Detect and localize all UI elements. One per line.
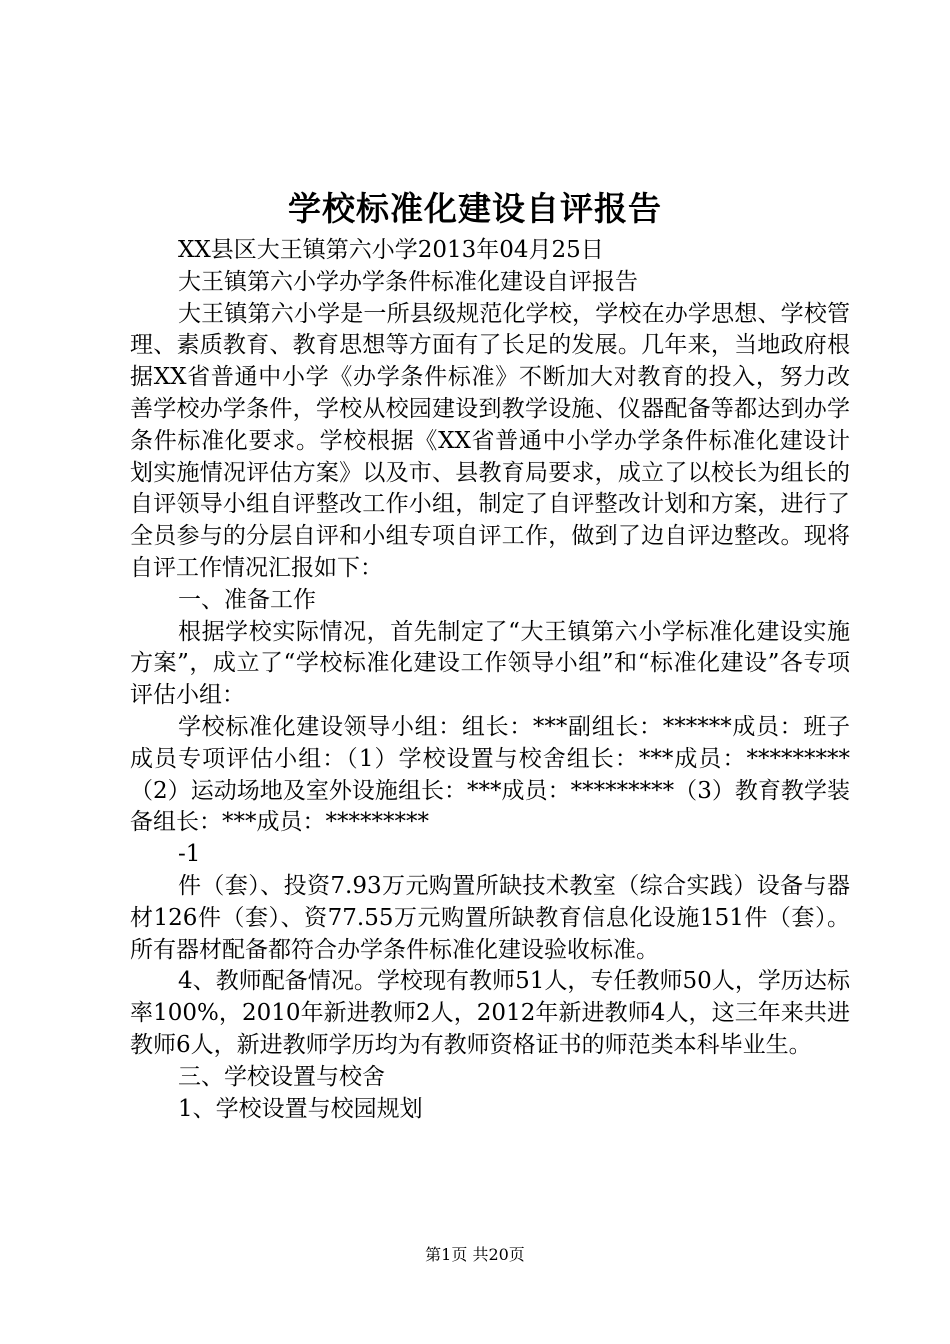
section-heading-school-setup: 三、学校设置与校舍 [178,1063,385,1090]
intro-paragraph: 大王镇第六小学是一所县级规范化学校，学校在办学思想、学校管理、素质教育、教育思想等方面有了长足的发展。几年来，当地政府根据XX省普通中小学《办学条件标准》不断加大对教育的投入，努力改善学校办学条件，学校从校园建设到教学设施、仪器配备等都达到办学条件标准化要求。学校根据《XX省普通中小学办学条件标准化建设计划实施情况评估方案》以及市、县教育局要求，成立了以校长为组长的自评领导小组自评整改工作小组，制定了自评整改计划和方案，进行了全员参与的分层自评和小组专项自评工作，做到了边自评边整改。现将自评工作情况汇报如下： [130,300,850,581]
document-title: 学校标准化建设自评报告 [288,189,662,228]
report-subtitle: 大王镇第六小学办学条件标准化建设自评报告 [178,268,638,295]
preparation-paragraph: 根据学校实际情况，首先制定了“大王镇第六小学标准化建设实施方案”，成立了“学校标准化建设工作领导小组”和“标准化建设”各专项评估小组： [130,618,850,709]
date-line: XX县区大王镇第六小学2013年04月25日 [178,237,604,263]
leadership-group-paragraph: 学校标准化建设领导小组：组长：***副组长：******成员：班子成员专项评估小组：（1）学校设置与校舍组长：***成员：*********（2）运动场地及室外设施组长：***成员：*********（3）教育教学装备组长：***成员：********* [130,713,850,836]
section-heading-preparation: 一、准备工作 [178,586,316,613]
document-body [130,235,850,1125]
page-number-footer: 第1页 共20页 [425,1245,525,1264]
page-break-marker: -1 [178,841,201,868]
equipment-paragraph: 件（套）、投资7.93万元购置所缺技术教室（综合实践）设备与器材126件（套）、资77.55万元购置所缺教育信息化设施151件（套）。所有器材配备都符合办学条件标准化建设验收标准。 [130,872,850,963]
teacher-staffing-paragraph: 4、教师配备情况。学校现有教师51人，专任教师50人，学历达标率100%，2010年新进教师2人，2012年新进教师4人，这三年来共进教师6人，新进教师学历均为有教师资格证书的师范类本科毕业生。 [130,968,850,1058]
subsection-heading-campus-planning: 1、学校设置与校园规划 [178,1095,423,1122]
